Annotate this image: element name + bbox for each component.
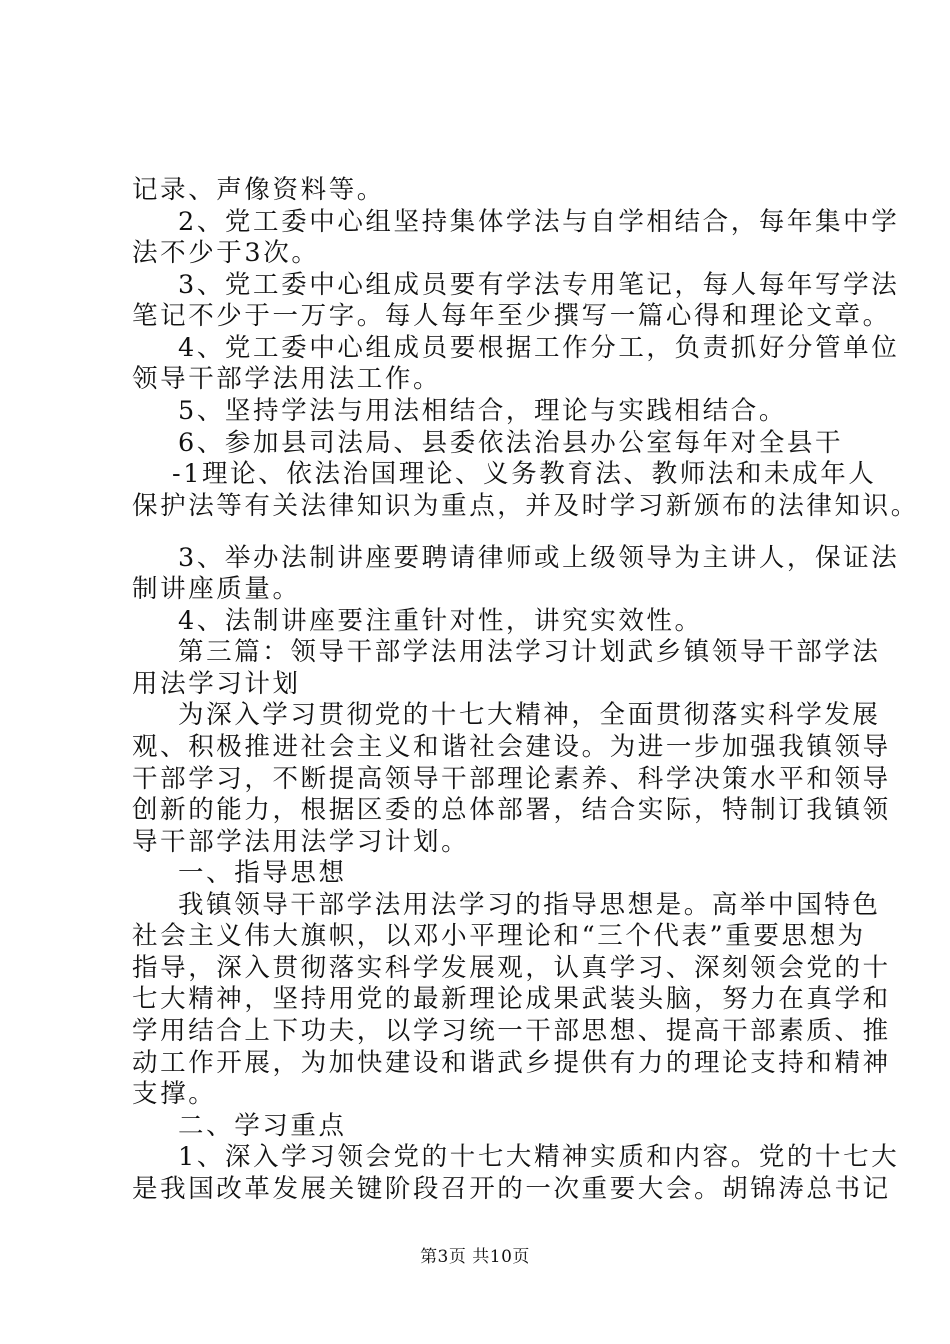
text-line: 保护法等有关法律知识为重点，并及时学习新颁布的法律知识。 [132, 491, 919, 521]
text-line: 导干部学法用法学习计划。 [132, 827, 470, 857]
text-line: 社会主义伟大旗帜，以邓小平理论和“三个代表”重要思想为 [132, 921, 866, 951]
text-line: 5、坚持学法与用法相结合，理论与实践相结合。 [178, 396, 787, 426]
text-line: 干部学习，不断提高领导干部理论素养、科学决策水平和领导 [132, 764, 891, 794]
text-line: 支撑。 [132, 1079, 217, 1109]
text-line: 记录、声像资料等。 [132, 175, 385, 205]
text-line: 4、党工委中心组成员要根据工作分工，负责抓好分管单位 [178, 333, 900, 363]
section-heading: 二、学习重点 [178, 1111, 347, 1141]
section-heading: 用法学习计划 [132, 669, 301, 699]
text-line: 学用结合上下功夫，以学习统一干部思想、提高干部素质、推 [132, 1016, 891, 1046]
text-line: 3、党工委中心组成员要有学法专用笔记，每人每年写学法 [178, 270, 900, 300]
text-line: 领导干部学法用法工作。 [132, 364, 442, 394]
page-number-footer: 第3页 共10页 [420, 1247, 530, 1267]
text-line: 笔记不少于一万字。每人每年至少撰写一篇心得和理论文章。 [132, 301, 891, 331]
text-line: 为深入学习贯彻党的十七大精神，全面贯彻落实科学发展 [178, 700, 881, 730]
text-line: 动工作开展，为加快建设和谐武乡提供有力的理论支持和精神 [132, 1048, 891, 1078]
section-heading: 一、指导思想 [178, 858, 347, 888]
text-line: 4、法制讲座要注重针对性，讲究实效性。 [178, 606, 703, 636]
text-line: 3、举办法制讲座要聘请律师或上级领导为主讲人，保证法 [178, 543, 900, 573]
text-line: -1理论、依法治国理论、义务教育法、教师法和未成年人 [172, 459, 877, 489]
text-line: 6、参加县司法局、县委依法治县办公室每年对全县干 [178, 428, 844, 458]
text-line: 2、党工委中心组坚持集体学法与自学相结合，每年集中学 [178, 207, 900, 237]
text-line: 是我国改革发展关键阶段召开的一次重要大会。胡锦涛总书记 [132, 1174, 891, 1204]
text-line: 创新的能力，根据区委的总体部署，结合实际，特制订我镇领 [132, 795, 891, 825]
section-heading: 第三篇：领导干部学法用法学习计划武乡镇领导干部学法 [178, 637, 881, 667]
text-line: 法不少于3次。 [132, 238, 320, 268]
text-line: 七大精神，坚持用党的最新理论成果武装头脑，努力在真学和 [132, 984, 891, 1014]
text-line: 观、积极推进社会主义和谐社会建设。为进一步加强我镇领导 [132, 732, 891, 762]
text-line: 1、深入学习领会党的十七大精神实质和内容。党的十七大 [178, 1142, 900, 1172]
text-line: 我镇领导干部学法用法学习的指导思想是。高举中国特色 [178, 890, 881, 920]
text-line: 制讲座质量。 [132, 574, 301, 604]
text-line: 指导，深入贯彻落实科学发展观，认真学习、深刻领会党的十 [132, 953, 891, 983]
